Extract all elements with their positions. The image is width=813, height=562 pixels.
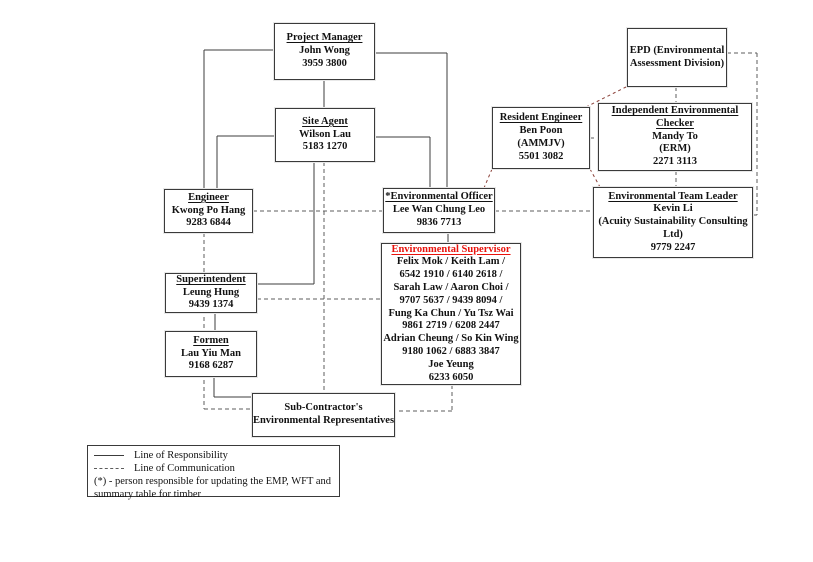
legend-box bbox=[87, 445, 340, 501]
node-sub-contractor-representatives bbox=[252, 393, 395, 437]
node-person: Felix Mok / Keith Lam / bbox=[396, 256, 506, 268]
node-person: Joe Yeung bbox=[428, 358, 474, 370]
node-phone: 9779 2247 bbox=[650, 241, 696, 253]
node-title: Assessment Division) bbox=[629, 57, 725, 69]
node-person: Kevin Li bbox=[653, 203, 693, 215]
solid-line-swatch bbox=[94, 455, 124, 456]
legend-asterisk-note: summary table for timber bbox=[94, 489, 202, 501]
node-org: Ltd) bbox=[663, 228, 683, 240]
legend-responsibility-label: Line of Responsibility bbox=[134, 449, 228, 461]
node-title: Environmental Supervisor bbox=[391, 243, 511, 255]
node-org: (Acuity Sustainability Consulting bbox=[598, 216, 748, 228]
node-phone: 6542 1910 / 6140 2618 / bbox=[399, 269, 503, 281]
node-phone: 6233 6050 bbox=[428, 371, 474, 383]
node-person: Ben Poon bbox=[519, 125, 563, 137]
node-title: Superintendent bbox=[176, 273, 246, 285]
node-environmental-officer bbox=[383, 188, 495, 233]
node-formen bbox=[165, 331, 257, 377]
node-project-manager bbox=[274, 23, 375, 80]
node-title: Environmental Representatives bbox=[252, 415, 395, 426]
node-title: Engineer bbox=[188, 191, 229, 203]
node-title: *Environmental Officer bbox=[385, 191, 493, 203]
node-phone: 9283 6844 bbox=[186, 217, 231, 229]
node-title: Site Agent bbox=[302, 115, 348, 127]
node-person: Lee Wan Chung Leo bbox=[392, 204, 486, 216]
node-title: EPD (Environmental bbox=[629, 44, 725, 56]
node-title: Sub-Contractor's bbox=[284, 402, 363, 414]
node-title: Formen bbox=[193, 334, 229, 346]
node-phone: 3959 3800 bbox=[302, 57, 347, 69]
node-person: Sarah Law / Aaron Choi / bbox=[393, 282, 509, 294]
node-title: Environmental Team Leader bbox=[608, 190, 738, 202]
node-phone: 9439 1374 bbox=[188, 299, 234, 311]
legend-communication-label: Line of Communication bbox=[134, 462, 235, 474]
node-person: Leung Hung bbox=[182, 286, 240, 298]
node-person: Adrian Cheung / So Kin Wing bbox=[383, 333, 519, 345]
node-environmental-team-leader bbox=[593, 187, 753, 258]
node-superintendent bbox=[165, 273, 257, 313]
node-person: John Wong bbox=[299, 45, 350, 57]
node-person: Lau Yiu Man bbox=[181, 347, 241, 359]
node-phone: 9707 5637 / 9439 8094 / bbox=[399, 294, 503, 306]
node-phone: 2271 3113 bbox=[652, 156, 698, 168]
node-phone: 9168 6287 bbox=[188, 360, 234, 372]
node-person: Kwong Po Hang bbox=[171, 204, 246, 216]
node-title: Independent Environmental Checker bbox=[611, 105, 739, 129]
dashed-line-swatch bbox=[94, 468, 124, 469]
node-title: Resident Engineer bbox=[499, 112, 583, 124]
node-environmental-supervisor bbox=[381, 243, 521, 385]
node-independent-environmental-checker bbox=[598, 103, 752, 171]
node-resident-engineer bbox=[492, 107, 590, 169]
node-phone: 9861 2719 / 6208 2447 bbox=[402, 320, 500, 332]
node-epd bbox=[627, 28, 727, 87]
legend-asterisk-note: (*) - person responsible for updating the EMP, WFT and bbox=[94, 476, 331, 487]
node-org: (ERM) bbox=[659, 143, 691, 155]
node-phone: 9836 7713 bbox=[416, 216, 462, 228]
legend-communication-row bbox=[94, 462, 334, 475]
node-phone: 9180 1062 / 6883 3847 bbox=[402, 346, 500, 357]
node-phone: 5501 3082 bbox=[518, 150, 564, 162]
node-site-agent bbox=[275, 108, 375, 162]
legend-responsibility-row bbox=[94, 449, 334, 462]
node-org: (AMMJV) bbox=[517, 138, 565, 149]
node-phone: 5183 1270 bbox=[302, 141, 348, 153]
node-person: Fung Ka Chun / Yu Tsz Wai bbox=[388, 307, 514, 319]
node-person: Wilson Lau bbox=[298, 128, 352, 140]
node-title: Project Manager bbox=[286, 32, 363, 44]
node-engineer bbox=[164, 189, 253, 233]
node-person: Mandy To bbox=[652, 130, 698, 142]
